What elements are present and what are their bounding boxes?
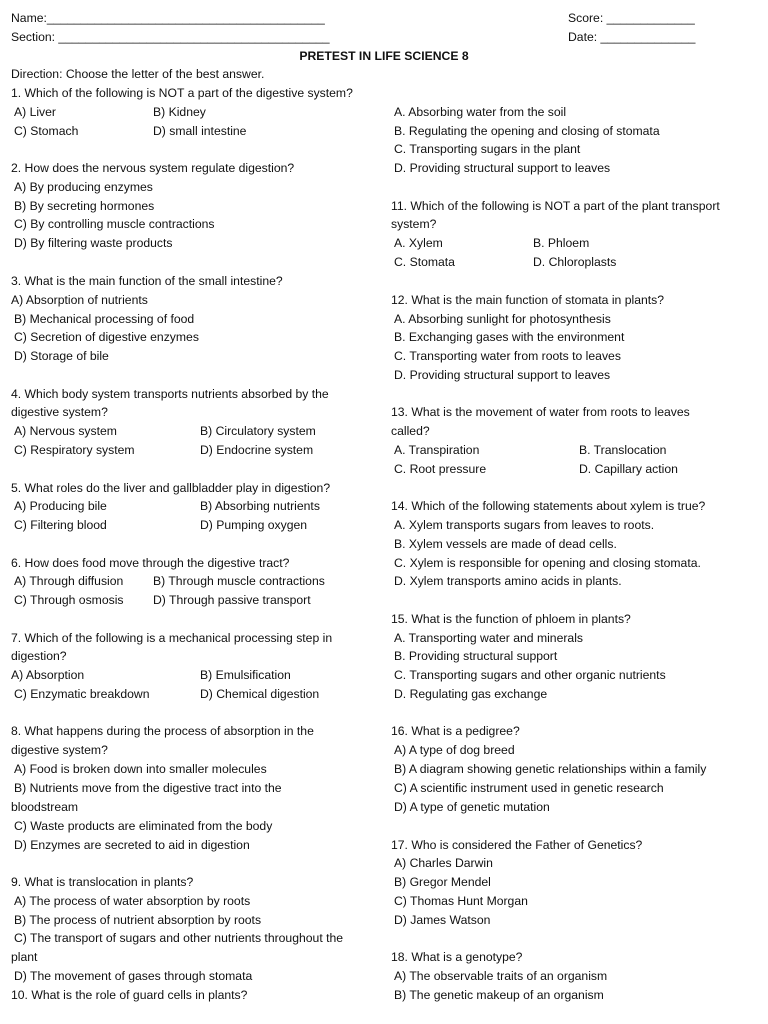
question-text: 8. What happens during the process of absorption in the (11, 724, 314, 738)
choice-c[interactable]: C) Waste products are eliminated from the body (14, 819, 273, 833)
choice-b[interactable]: B) Nutrients move from the digestive tract into the (14, 781, 282, 795)
choice-a[interactable]: A. Transporting water and minerals (394, 631, 583, 645)
choice-d[interactable]: D) Chemical digestion (200, 687, 320, 701)
choice-b[interactable]: B) A diagram showing genetic relationships within a family (394, 762, 707, 776)
name-field[interactable]: Name:_________________________________________ (11, 11, 325, 25)
choice-a[interactable]: A. Absorbing sunlight for photosynthesis (394, 312, 611, 326)
question-text: 1. Which of the following is NOT a part of the digestive system? (11, 86, 353, 100)
choice-d[interactable]: D. Capillary action (579, 462, 678, 476)
choice-a[interactable]: A) Absorption (11, 668, 85, 682)
question-text: 18. What is a genotype? (391, 950, 523, 964)
question-text: 5. What roles do the liver and gallbladder play in digestion? (11, 481, 331, 495)
choice-c[interactable]: C. Xylem is responsible for opening and closing stomata. (394, 556, 701, 570)
question-text-cont: called? (391, 424, 430, 438)
choice-d[interactable]: D) By filtering waste products (14, 236, 173, 250)
choice-c[interactable]: C) Enzymatic breakdown (14, 687, 150, 701)
choice-a[interactable]: A) The observable traits of an organism (394, 969, 608, 983)
choice-d[interactable]: D) The movement of gases through stomata (14, 969, 253, 983)
choice-a[interactable]: A) Food is broken down into smaller molecules (14, 762, 267, 776)
choice-b[interactable]: B) Mechanical processing of food (14, 312, 195, 326)
question-text: 16. What is a pedigree? (391, 724, 520, 738)
choice-a[interactable]: A) Through diffusion (14, 574, 124, 588)
choice-c[interactable]: C. Transporting sugars and other organic nutrients (394, 668, 666, 682)
question-text: 9. What is translocation in plants? (11, 875, 194, 889)
choice-d[interactable]: D. Chloroplasts (533, 255, 617, 269)
choice-a[interactable]: A) By producing enzymes (14, 180, 153, 194)
choice-d[interactable]: D) Enzymes are secreted to aid in digestion (14, 838, 250, 852)
choice-c[interactable]: C. Transporting sugars in the plant (394, 142, 581, 156)
section-field[interactable]: Section: ________________________________________ (11, 30, 330, 44)
question-text-cont: system? (391, 217, 437, 231)
question-text: 14. Which of the following statements about xylem is true? (391, 499, 706, 513)
question-text-cont: digestion? (11, 649, 67, 663)
page-title: PRETEST IN LIFE SCIENCE 8 (299, 49, 469, 63)
choice-a[interactable]: A. Xylem (394, 236, 443, 250)
choice-b[interactable]: B) Gregor Mendel (394, 875, 491, 889)
question-text-cont: digestive system? (11, 743, 108, 757)
choice-a[interactable]: A) Nervous system (14, 424, 117, 438)
choice-c[interactable]: C) Secretion of digestive enzymes (14, 330, 199, 344)
choice-d[interactable]: D) Pumping oxygen (200, 518, 308, 532)
choice-c[interactable]: C) Stomach (14, 124, 79, 138)
choice-a[interactable]: A) The process of water absorption by roots (14, 894, 251, 908)
choice-b[interactable]: B) Emulsification (200, 668, 291, 682)
choice-c[interactable]: C) Through osmosis (14, 593, 124, 607)
choice-d[interactable]: D. Providing structural support to leaves (394, 368, 611, 382)
choice-c[interactable]: C. Root pressure (394, 462, 487, 476)
choice-b[interactable]: B. Phloem (533, 236, 590, 250)
question-text: 12. What is the main function of stomata in plants? (391, 293, 665, 307)
choice-b[interactable]: B) The genetic makeup of an organism (394, 988, 604, 1002)
question-text: 6. How does food move through the digestive tract? (11, 556, 290, 570)
choice-b[interactable]: B) Circulatory system (200, 424, 316, 438)
choice-d[interactable]: D) small intestine (153, 124, 247, 138)
question-text: 2. How does the nervous system regulate digestion? (11, 161, 295, 175)
choice-c[interactable]: C) Thomas Hunt Morgan (394, 894, 528, 908)
choice-a[interactable]: A. Absorbing water from the soil (394, 105, 567, 119)
choice-d[interactable]: D) Storage of bile (14, 349, 109, 363)
choice-a[interactable]: A) Absorption of nutrients (11, 293, 148, 307)
choice-c[interactable]: C) The transport of sugars and other nutrients throughout the (14, 931, 344, 945)
choice-b[interactable]: B) Through muscle contractions (153, 574, 325, 588)
question-text: 7. Which of the following is a mechanical processing step in (11, 631, 333, 645)
choice-d[interactable]: D) A type of genetic mutation (394, 800, 550, 814)
choice-d[interactable]: D. Providing structural support to leaves (394, 161, 611, 175)
choice-d[interactable]: D) James Watson (394, 913, 491, 927)
score-field[interactable]: Score: _____________ (568, 11, 695, 25)
question-text: 11. Which of the following is NOT a part of the plant transport (391, 199, 720, 213)
directions: Direction: Choose the letter of the best answer. (11, 67, 265, 81)
choice-d[interactable]: D. Regulating gas exchange (394, 687, 548, 701)
choice-a[interactable]: A) A type of dog breed (394, 743, 515, 757)
choice-a[interactable]: A) Charles Darwin (394, 856, 493, 870)
choice-b[interactable]: B. Providing structural support (394, 649, 558, 663)
choice-c[interactable]: C. Stomata (394, 255, 455, 269)
choice-a[interactable]: A. Xylem transports sugars from leaves to roots. (394, 518, 655, 532)
choice-b[interactable]: B) By secreting hormones (14, 199, 155, 213)
question-text: 4. Which body system transports nutrients absorbed by the (11, 387, 329, 401)
choice-b[interactable]: B. Regulating the opening and closing of stomata (394, 124, 660, 138)
choice-c[interactable]: C) Respiratory system (14, 443, 135, 457)
choice-d[interactable]: D) Endocrine system (200, 443, 314, 457)
choice-c[interactable]: C) A scientific instrument used in genetic research (394, 781, 664, 795)
question-text: 10. What is the role of guard cells in plants? (11, 988, 248, 1002)
choice-c[interactable]: C) Filtering blood (14, 518, 107, 532)
choice-b[interactable]: B. Exchanging gases with the environment (394, 330, 625, 344)
choice-b[interactable]: B) Kidney (153, 105, 206, 119)
choice-b[interactable]: B) Absorbing nutrients (200, 499, 320, 513)
choice-d[interactable]: D) Through passive transport (153, 593, 311, 607)
choice-c[interactable]: C. Transporting water from roots to leaves (394, 349, 621, 363)
choice-c[interactable]: C) By controlling muscle contractions (14, 217, 215, 231)
question-text: 17. Who is considered the Father of Genetics? (391, 838, 643, 852)
choice-c-cont[interactable]: plant (11, 950, 38, 964)
date-field[interactable]: Date: ______________ (568, 30, 696, 44)
question-text-cont: digestive system? (11, 405, 108, 419)
choice-a[interactable]: A) Liver (14, 105, 56, 119)
choice-a[interactable]: A) Producing bile (14, 499, 107, 513)
question-text: 3. What is the main function of the small intestine? (11, 274, 283, 288)
choice-a[interactable]: A. Transpiration (394, 443, 480, 457)
choice-b[interactable]: B. Xylem vessels are made of dead cells. (394, 537, 617, 551)
choice-d[interactable]: D. Xylem transports amino acids in plants. (394, 574, 622, 588)
choice-b-cont[interactable]: bloodstream (11, 800, 79, 814)
choice-b[interactable]: B) The process of nutrient absorption by roots (14, 913, 262, 927)
question-text: 13. What is the movement of water from roots to leaves (391, 405, 690, 419)
question-text: 15. What is the function of phloem in plants? (391, 612, 631, 626)
choice-b[interactable]: B. Translocation (579, 443, 667, 457)
